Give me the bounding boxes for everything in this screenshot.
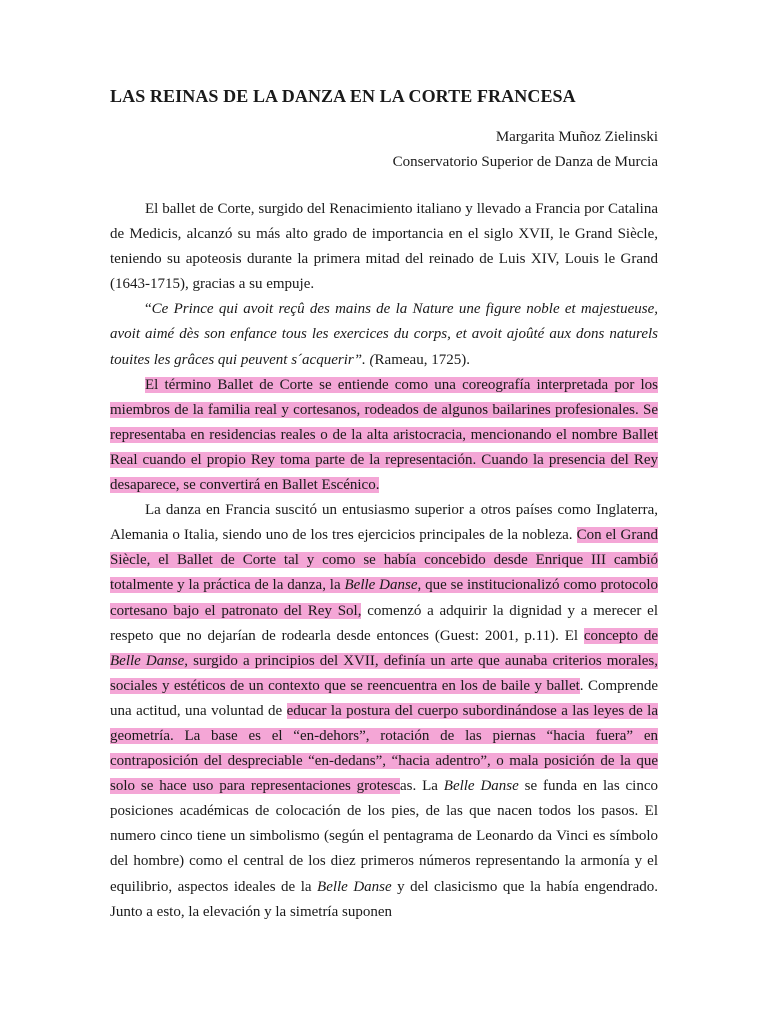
paragraph (110, 297, 658, 372)
highlighted-text: concepto de (583, 627, 658, 644)
text-run: El ballet de Corte, surgido del Renacimiento italiano y llevado a Francia por Catalina de Medicis, alcanzó su más alto grado de importancia en el siglo XVII, le Grand Siècle, teniendo su apoteosis durante la primera mitad del reinado de Luis XIV, Louis le Grand (1643-1715), gracias a su empuje. (110, 201, 658, 293)
document-title: LAS REINAS DE LA DANZA EN LA CORTE FRANCESA (110, 86, 576, 106)
highlighted-text: El término Ballet de Corte se entiende como una coreografía interpretada por los miembros de la familia real y cortesanos, rodeados de algunos bailarines profesionales. Se representaba en residencias reales o de la alta aristocracia, mencionando el nombre Ballet Real cuando el propio Rey toma parte de la representación. Cuando la presencia del Rey desaparece, se convertirá en Ballet Escénico. (110, 376, 658, 494)
highlighted-text: educar la postura del cuerpo subordinándose a las leyes de la geometría. La base es el “en-dehors”, rotación de las piernas “hacia fuera” en contraposición del despreciable “en-dedans”, “hacia adentro”, o mala posición de la que solo se hace uso para representaciones grotesc (110, 702, 658, 795)
text-run: se funda en las cinco posiciones académicas de colocación de los pies, de las que nacen todos los pasos. El numero cinco tiene un simbolismo (según el pentagrama de Leonardo da Vinci es símbolo del hombre) como el central de los diez primeros números representando la armonía y el equilibrio, aspectos ideales de la (110, 778, 658, 895)
paragraph (110, 498, 658, 925)
author-name: Margarita Muñoz Zielinski (495, 129, 658, 145)
text-run: La danza en Francia suscitó un entusiasmo superior a otros países como Inglaterra, Alemania o Italia, siendo uno de los tres ejercicios principales de la nobleza. (110, 502, 658, 544)
text-run: “ (145, 301, 152, 318)
text-run: . Comprende una actitud, una voluntad de (110, 677, 658, 719)
highlighted-text: Belle Danse (344, 577, 418, 594)
text-run: Rameau, 1725). (374, 351, 470, 368)
highlighted-text: Belle Danse (110, 652, 185, 669)
document-body (110, 197, 658, 925)
text-run: comenzó a adquirir la dignidad y a merecer el respeto que no dejarían de rodearla desde entonces (Guest: 2001, p.11). El (110, 602, 658, 644)
highlighted-text: , que se institucionalizó como protocolo cortesano bajo el patronato del Rey Sol, (110, 577, 658, 619)
highlighted-text: Con el Grand Siècle, el Ballet de Corte tal y como se había concebido desde Enrique III cambió totalmente y la práctica de la danza, la (110, 527, 658, 594)
text-run: y del clasicismo que la había engendrado. Junto a esto, la elevación y la simetría suponen (110, 878, 658, 920)
paragraph (110, 373, 658, 498)
text-run: as. La (400, 778, 444, 795)
text-run: Ce Prince qui avoit reçû des mains de la Nature une figure noble et majestueuse, avoit aimé dès son enfance tous les exercices du corps, et avoit ajoûté aux dons naturels touites les grâces qui peuvent s´acquerir”. ( (110, 301, 658, 368)
text-run: Belle Danse (443, 778, 519, 795)
highlighted-text: , surgido a principios del XVII, definía un arte que aunaba criterios morales, sociales y estéticos de un contexto que se reencuentra en los de baile y ballet (110, 652, 658, 694)
author-institution: Conservatorio Superior de Danza de Murcia (392, 154, 658, 170)
paragraph (110, 197, 658, 297)
text-run: Belle Danse (317, 878, 392, 895)
